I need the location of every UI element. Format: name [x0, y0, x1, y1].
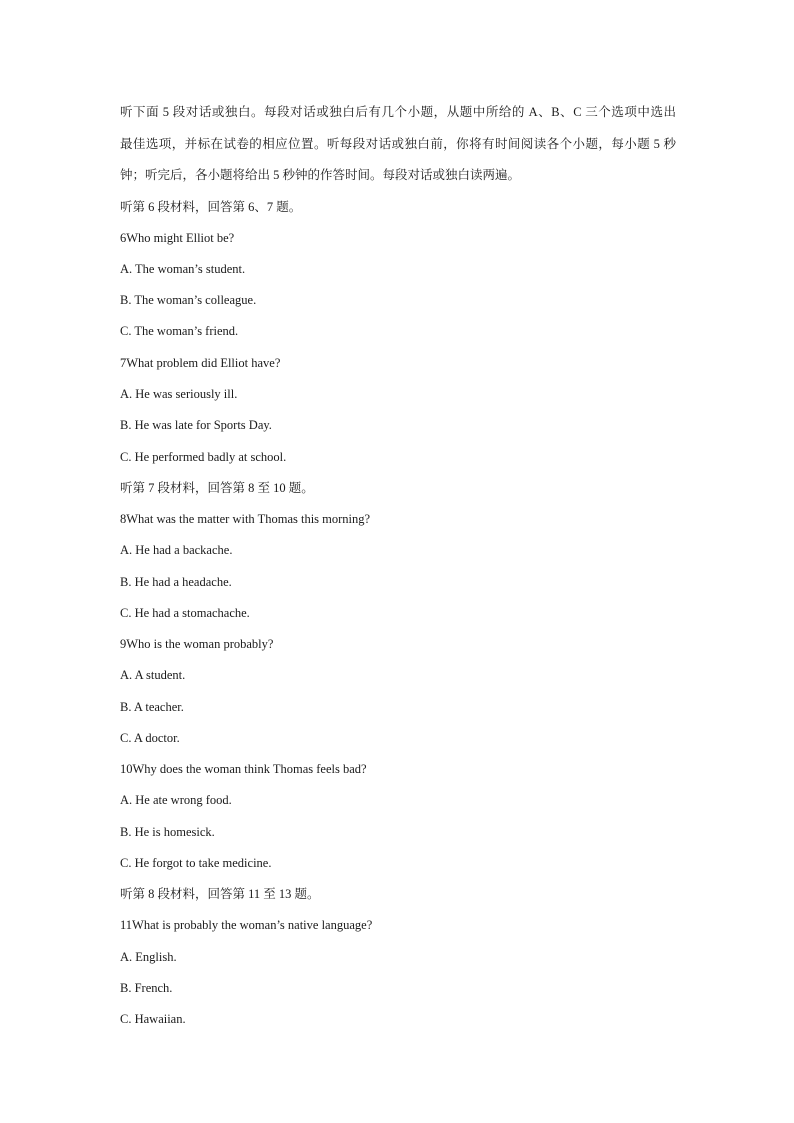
answer-option: A. The woman’s student. [120, 262, 246, 276]
answer-option: C. He forgot to take medicine. [120, 856, 272, 870]
answer-option: A. He had a backache. [120, 543, 233, 557]
answer-option: A. He ate wrong food. [120, 793, 232, 807]
answer-option: A. He was seriously ill. [120, 387, 238, 401]
answer-option: A. A student. [120, 668, 186, 682]
question-text: 10Why does the woman think Thomas feels bad? [120, 762, 367, 776]
section-heading: 听第 8 段材料，回答第 11 至 13 题。 [120, 887, 320, 901]
question-text: 8What was the matter with Thomas this morning? [120, 512, 371, 526]
question-text: 6Who might Elliot be? [120, 231, 235, 245]
question-text: 9Who is the woman probably? [120, 637, 274, 651]
question-text: 11What is probably the woman’s native language? [120, 918, 373, 932]
answer-option: B. He had a headache. [120, 575, 232, 589]
instruction-line: 钟；听完后，各小题将给出 5 秒钟的作答时间。每段对话或独白读两遍。 [120, 168, 521, 182]
answer-option: B. He was late for Sports Day. [120, 418, 272, 432]
instruction-line: 最佳选项，并标在试卷的相应位置。听每段对话或独白前，你将有时间阅读各个小题，每小题 5 秒 [120, 137, 676, 151]
answer-option: C. The woman’s friend. [120, 324, 239, 338]
section-heading: 听第 6 段材料，回答第 6、7 题。 [120, 200, 302, 214]
answer-option: A. English. [120, 950, 177, 964]
answer-option: B. A teacher. [120, 700, 184, 714]
answer-option: B. French. [120, 981, 173, 995]
answer-option: C. He had a stomachache. [120, 606, 250, 620]
answer-option: C. He performed badly at school. [120, 450, 287, 464]
question-text: 7What problem did Elliot have? [120, 356, 281, 370]
answer-option: C. Hawaiian. [120, 1012, 186, 1026]
instruction-line: 听下面 5 段对话或独白。每段对话或独白后有几个小题，从题中所给的 A、B、C 三个选项中选出 [120, 105, 676, 119]
answer-option: B. The woman’s colleague. [120, 293, 257, 307]
section-heading: 听第 7 段材料，回答第 8 至 10 题。 [120, 481, 314, 495]
answer-option: B. He is homesick. [120, 825, 215, 839]
answer-option: C. A doctor. [120, 731, 180, 745]
